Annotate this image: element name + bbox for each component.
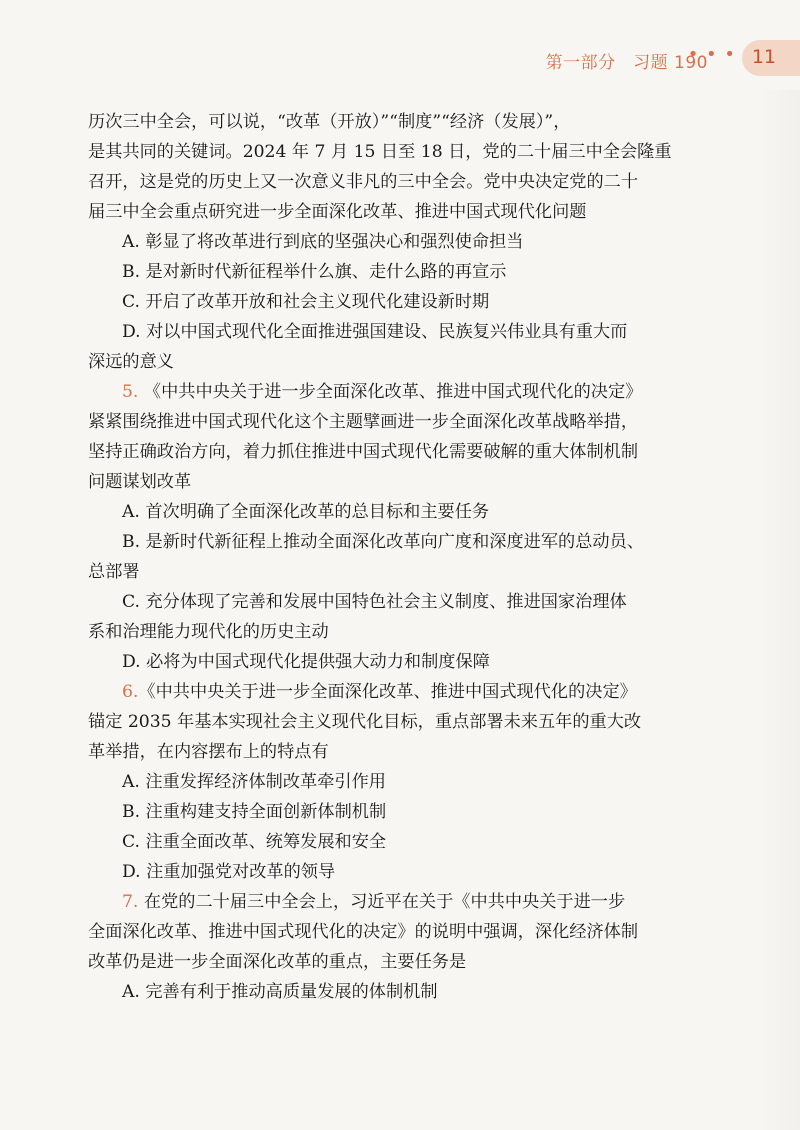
q6-option-d: D. 注重加强党对改革的领导 (122, 862, 336, 882)
q5-option-a: A. 首次明确了全面深化改革的总目标和主要任务 (122, 502, 490, 522)
header-dots: • • • (687, 44, 736, 65)
header-section: 第一部分 (545, 53, 616, 73)
q7-number: 7. (122, 892, 139, 912)
page-edge-shading (760, 90, 800, 1130)
q4-option-d-continued: 深远的意义 (88, 352, 174, 372)
q5-option-c: C. 充分体现了完善和发展中国特色社会主义制度、推进国家治理体 (122, 592, 627, 612)
q7-stem-line: 改革仍是进一步全面深化改革的重点，主要任务是 (88, 952, 467, 972)
q7-stem-line: 全面深化改革、推进中国式现代化的决定》的说明中强调，深化经济体制 (88, 922, 639, 942)
q6-option-b: B. 注重构建支持全面创新体制机制 (122, 802, 387, 822)
q4-option-c: C. 开启了改革开放和社会主义现代化建设新时期 (122, 292, 490, 312)
q5-option-c-continued: 系和治理能力现代化的历史主动 (88, 622, 329, 642)
q7-stem: 在党的二十届三中全会上，习近平在关于《中共中央关于进一步 (143, 892, 626, 912)
q6-stem-first-line (88, 677, 728, 707)
q5-option-d: D. 必将为中国式现代化提供强大动力和制度保障 (122, 652, 490, 672)
intro-line: 届三中全会重点研究进一步全面深化改革、推进中国式现代化问题 (88, 202, 587, 222)
page-body (88, 107, 728, 1007)
q6-number: 6. (122, 682, 139, 702)
header-title (546, 48, 708, 73)
q5-stem-line: 坚持正确政治方向，着力抓住推进中国式现代化需要破解的重大体制机制 (88, 442, 639, 462)
q6-stem-line: 革举措，在内容摆布上的特点有 (88, 742, 329, 762)
q4-option-d: D. 对以中国式现代化全面推进强国建设、民族复兴伟业具有重大而 (122, 322, 628, 342)
intro-line: 召开，这是党的历史上又一次意义非凡的三中全会。党中央决定党的二十 (88, 172, 639, 192)
q6-option-c: C. 注重全面改革、统筹发展和安全 (122, 832, 387, 852)
intro-line: 是其共同的关键词。2024 年 7 月 15 日至 18 日，党的二十届三中全会隆重 (88, 142, 672, 162)
q4-option-a: A. 彰显了将改革进行到底的坚强决心和强烈使命担当 (122, 232, 524, 252)
q5-number: 5. (122, 382, 139, 402)
q7-option-a: A. 完善有利于推动高质量发展的体制机制 (122, 982, 438, 1002)
q6-option-a: A. 注重发挥经济体制改革牵引作用 (122, 772, 386, 792)
q5-stem-line: 问题谋划改革 (88, 472, 192, 492)
q4-option-b: B. 是对新时代新征程举什么旗、走什么路的再宣示 (122, 262, 507, 282)
header-exercise: 习题 190 (633, 53, 708, 73)
q5-option-b: B. 是新时代新征程上推动全面深化改革向广度和深度进军的总动员、 (122, 532, 644, 552)
q5-stem: 《中共中央关于进一步全面深化改革、推进中国式现代化的决定》 (143, 382, 643, 402)
q7-stem-first-line (88, 887, 728, 917)
page-number: 11 (751, 46, 776, 68)
q5-option-b-continued: 总部署 (88, 562, 140, 582)
running-header (400, 40, 800, 80)
q5-stem-first-line (88, 377, 728, 407)
intro-line: 历次三中全会，可以说，“改革（开放）”“制度”“经济（发展）”， (88, 112, 571, 132)
q6-stem: 《中共中央关于进一步全面深化改革、推进中国式现代化的决定》 (138, 682, 637, 702)
q6-stem-line: 锚定 2035 年基本实现社会主义现代化目标，重点部署未来五年的重大改 (88, 712, 642, 732)
q5-stem-line: 紧紧围绕推进中国式现代化这个主题擘画进一步全面深化改革战略举措， (88, 412, 639, 432)
page-number-badge (742, 40, 800, 76)
